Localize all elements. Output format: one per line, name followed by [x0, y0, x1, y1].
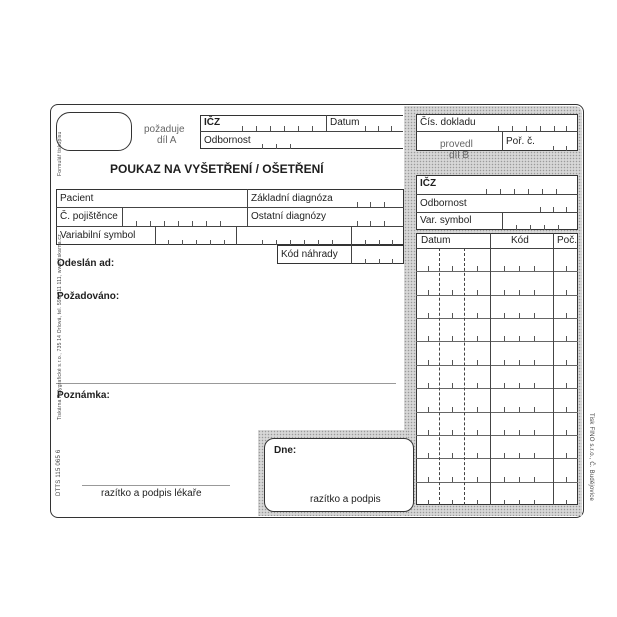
table-cell-tick — [452, 360, 453, 365]
table-cell-tick — [428, 313, 429, 318]
table-dashed-line — [439, 248, 440, 505]
left-form-code: DTTS 115 065 6 — [56, 449, 62, 496]
table-cell-tick — [534, 383, 535, 388]
table-cell-tick — [452, 477, 453, 482]
kod-nahrady-label: Kód náhrady — [281, 249, 338, 260]
table-col-line — [553, 233, 554, 505]
signature-label: razítko a podpis — [310, 494, 381, 505]
table-cell-tick — [534, 430, 535, 435]
table-cell-tick — [534, 477, 535, 482]
table-cell-tick — [477, 453, 478, 458]
table-cell-tick — [452, 266, 453, 271]
table-cell-tick — [477, 407, 478, 412]
left-small-text: Formulář tiskopisu — [57, 131, 63, 176]
table-cell-tick — [534, 336, 535, 341]
table-cell-tick — [504, 290, 505, 295]
table-cell-tick — [477, 266, 478, 271]
table-cell-tick — [566, 477, 567, 482]
table-cell-tick — [566, 407, 567, 412]
table-cell-tick — [534, 266, 535, 271]
table-cell-tick — [428, 430, 429, 435]
table-cell-tick — [519, 313, 520, 318]
table-cell-tick — [566, 453, 567, 458]
table-cell-tick — [428, 290, 429, 295]
table-cell-tick — [452, 407, 453, 412]
table-cell-tick — [452, 500, 453, 505]
table-cell-tick — [534, 360, 535, 365]
table-cell-tick — [519, 500, 520, 505]
odbornost-label: Odbornost — [204, 135, 251, 146]
table-cell-tick — [477, 360, 478, 365]
table-cell-tick — [566, 336, 567, 341]
table-cell-tick — [504, 336, 505, 341]
variabilni-symbol-label: Variabilní symbol — [60, 230, 136, 241]
table-cell-tick — [477, 383, 478, 388]
table-cell-tick — [504, 266, 505, 271]
table-cell-tick — [452, 336, 453, 341]
table-cell-tick — [477, 477, 478, 482]
table-cell-tick — [477, 500, 478, 505]
var-symbol-label: Var. symbol — [420, 215, 472, 226]
table-cell-tick — [428, 500, 429, 505]
table-cell-tick — [519, 383, 520, 388]
pozadovano-label: Požadováno: — [57, 291, 120, 302]
table-cell-tick — [504, 383, 505, 388]
table-cell-tick — [519, 290, 520, 295]
table-col-line — [490, 233, 491, 505]
col-datum-header: Datum — [421, 235, 451, 246]
table-cell-tick — [504, 313, 505, 318]
pacient-label: Pacient — [60, 193, 94, 204]
table-cell-tick — [519, 360, 520, 365]
table-cell-tick — [452, 453, 453, 458]
table-cell-tick — [452, 290, 453, 295]
table-cell-tick — [452, 313, 453, 318]
table-cell-tick — [504, 453, 505, 458]
requester-part: díl A — [157, 135, 177, 146]
table-cell-tick — [519, 336, 520, 341]
poznamka-label: Poznámka: — [57, 390, 110, 401]
col-poc-header: Poč. — [557, 235, 578, 246]
table-cell-tick — [519, 407, 520, 412]
right-odbornost-label: Odbornost — [420, 198, 467, 209]
right-icz-label: IČZ — [420, 178, 437, 189]
performer-label: provedl — [440, 139, 473, 150]
table-dashed-line — [464, 248, 465, 505]
table-cell-tick — [566, 313, 567, 318]
table-cell-tick — [477, 336, 478, 341]
col-kod-header: Kód — [511, 235, 529, 246]
zakladni-diagnoza-label: Základní diagnóza — [251, 193, 333, 204]
table-cell-tick — [428, 336, 429, 341]
pozadovano-divider — [56, 383, 396, 384]
table-cell-tick — [428, 266, 429, 271]
table-cell-tick — [504, 500, 505, 505]
requester-oval[interactable] — [56, 112, 132, 151]
table-cell-tick — [504, 407, 505, 412]
table-cell-tick — [534, 453, 535, 458]
table-cell-tick — [428, 477, 429, 482]
table-cell-tick — [566, 290, 567, 295]
table-cell-tick — [519, 266, 520, 271]
table-cell-tick — [566, 430, 567, 435]
table-cell-tick — [534, 500, 535, 505]
left-printer-text: Tiskárna Polygrafické s.r.o., 735 14 Orlová, tel. 596 511 111, www.tiskarna.cz — [57, 234, 63, 420]
table-cell-tick — [534, 407, 535, 412]
table-cell-tick — [477, 290, 478, 295]
table-cell-tick — [534, 313, 535, 318]
datum-label: Datum — [330, 117, 360, 128]
table-cell-tick — [566, 500, 567, 505]
table-cell-tick — [452, 383, 453, 388]
cis-dokladu-label: Čís. dokladu — [420, 117, 476, 128]
table-cell-tick — [428, 383, 429, 388]
table-cell-tick — [477, 430, 478, 435]
odeslan-ad-label: Odeslán ad: — [57, 258, 115, 269]
table-cell-tick — [428, 360, 429, 365]
table-cell-tick — [566, 266, 567, 271]
doctor-signature-label: razítko a podpis lékaře — [101, 488, 202, 499]
table-cell-tick — [428, 453, 429, 458]
table-cell-tick — [519, 477, 520, 482]
table-cell-tick — [477, 313, 478, 318]
doctor-signature-line — [82, 485, 230, 486]
table-cell-tick — [519, 430, 520, 435]
table-cell-tick — [428, 407, 429, 412]
table-cell-tick — [566, 360, 567, 365]
ostatni-diagnozy-label: Ostatní diagnózy — [251, 211, 327, 222]
performer-part: díl B — [449, 150, 470, 161]
requester-label: požaduje — [144, 124, 185, 135]
icz-label: IČZ — [204, 117, 221, 128]
form-title: POUKAZ NA VYŠETŘENÍ / OŠETŘENÍ — [110, 162, 324, 176]
table-cell-tick — [519, 453, 520, 458]
right-printer-text: Tisk FINO s.r.o., Č. Budějovice — [588, 413, 594, 501]
table-cell-tick — [452, 430, 453, 435]
por-c-label: Poř. č. — [506, 136, 535, 147]
table-cell-tick — [566, 383, 567, 388]
dne-label: Dne: — [274, 445, 297, 456]
pojistence-label: Č. pojištěnce — [60, 211, 118, 222]
table-cell-tick — [504, 430, 505, 435]
table-cell-tick — [504, 477, 505, 482]
table-cell-tick — [534, 290, 535, 295]
table-cell-tick — [504, 360, 505, 365]
